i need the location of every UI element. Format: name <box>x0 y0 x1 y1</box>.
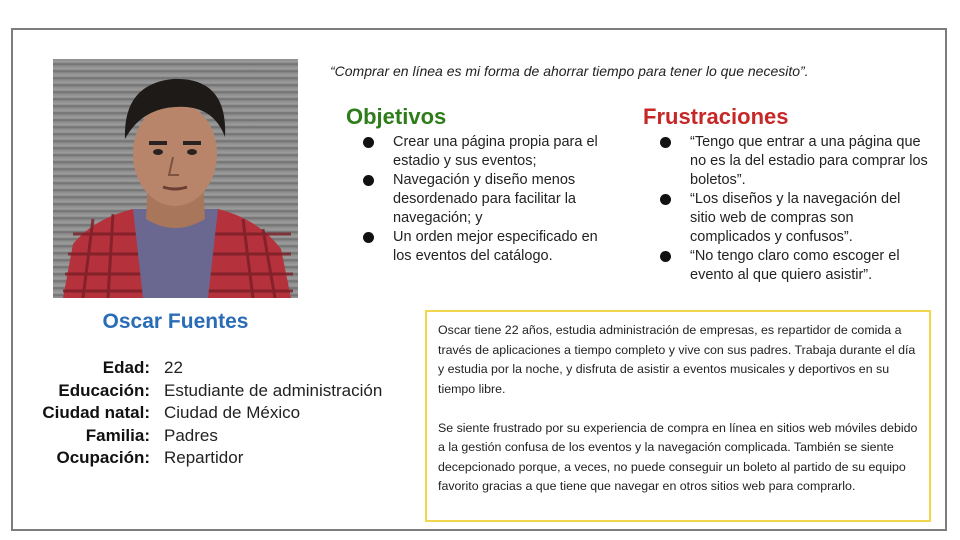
frustration-text: “No tengo claro como escoger el evento al que quiero asistir”. <box>690 248 900 283</box>
person-portrait-image <box>53 59 298 298</box>
info-row-education <box>20 380 382 403</box>
persona-quote: “Comprar en línea es mi forma de ahorrar tiempo para tener lo que necesito”. <box>330 63 809 79</box>
bullet-icon <box>363 232 374 243</box>
info-label: Ocupación: <box>56 448 150 467</box>
info-row-age <box>20 357 382 380</box>
bullet-icon <box>363 175 374 186</box>
bio-box <box>425 310 931 522</box>
frustration-text: “Los diseños y la navegación del sitio web de compras son complicados y confusos”. <box>690 191 901 245</box>
info-label: Educación: <box>58 380 150 400</box>
info-value: Padres <box>164 425 218 445</box>
list-item <box>658 190 928 247</box>
info-label: Ciudad natal: <box>42 403 150 422</box>
bullet-icon <box>660 194 671 205</box>
info-row-occupation <box>20 447 382 470</box>
info-value: Repartidor <box>164 448 244 467</box>
info-row-hometown <box>20 402 382 425</box>
info-label: Edad: <box>102 358 150 377</box>
list-item <box>361 133 611 171</box>
info-value: 22 <box>164 358 183 377</box>
objectives-list <box>361 133 611 266</box>
bullet-icon <box>660 137 671 148</box>
info-label: Familia: <box>85 425 150 445</box>
info-value: Estudiante de administración <box>164 380 383 400</box>
frustrations-title: Frustraciones <box>643 104 789 129</box>
objective-text: Un orden mejor especificado en los eventos del catálogo. <box>393 229 598 264</box>
list-item <box>361 228 611 266</box>
objective-text: Navegación y diseño menos desordenado para facilitar la navegación; y <box>393 172 576 226</box>
info-value: Ciudad de México <box>164 403 301 422</box>
persona-info <box>20 357 382 470</box>
frustrations-list <box>658 133 928 285</box>
persona-photo <box>53 59 298 298</box>
bullet-icon <box>660 251 671 262</box>
bullet-icon <box>363 137 374 148</box>
bio-paragraph: Oscar tiene 22 años, estudia administración de empresas, es repartidor de comida a través de aplicaciones a tiempo completo y vive con sus padres. Trabaja durante el día y estudia por la noche, y disfruta de asistir a eventos musicales y deportivos en su tiempo libre. <box>438 323 916 396</box>
list-item <box>658 133 928 190</box>
list-item <box>658 247 928 285</box>
objective-text: Crear una página propia para el estadio y sus eventos; <box>393 134 598 169</box>
bio-paragraph: Se siente frustrado por su experiencia de compra en línea en sitios web móviles debido a la gestión confusa de los eventos y la navegación complicada. También se siente decepcionado porque, a veces, no puede conseguir un boleto al partido de su equipo favorito gracias a que tiene que navegar en otros sitios web para comprarlo. <box>438 420 918 493</box>
frustration-text: “Tengo que entrar a una página que no es la del estadio para comprar los boletos”. <box>690 134 928 188</box>
persona-name: Oscar Fuentes <box>102 310 249 333</box>
objectives-title: Objetivos <box>346 104 447 129</box>
list-item <box>361 171 611 228</box>
info-row-family <box>20 425 382 448</box>
